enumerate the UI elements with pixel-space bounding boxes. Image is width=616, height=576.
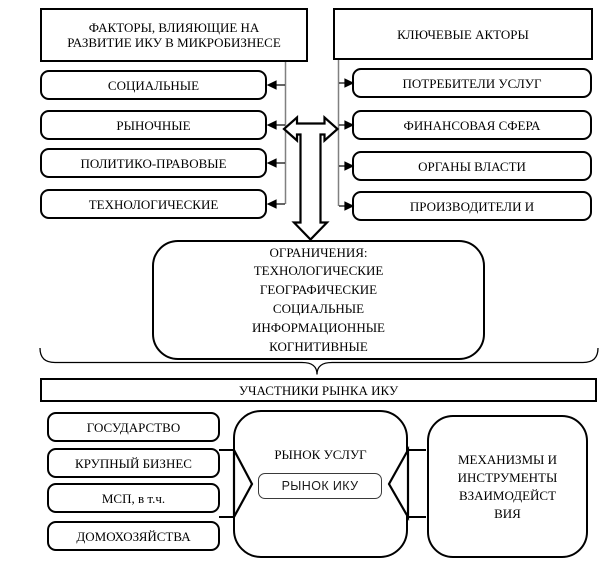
actors-header-label: КЛЮЧЕВЫЕ АКТОРЫ bbox=[397, 26, 529, 42]
factor-label-political-legal: ПОЛИТИКО-ПРАВОВЫЕ bbox=[80, 155, 227, 171]
actor-arrows bbox=[339, 79, 353, 210]
market-iku-box bbox=[258, 473, 382, 499]
participant-label-state: ГОСУДАРСТВО bbox=[86, 419, 181, 435]
factor-box-technological bbox=[40, 189, 267, 219]
mechanisms-line1: МЕХАНИЗМЫ И bbox=[457, 451, 558, 467]
arrow-left-icon bbox=[268, 121, 276, 129]
participant-box-big-business bbox=[47, 448, 220, 478]
actor-box-consumers bbox=[352, 68, 592, 98]
factor-box-market bbox=[40, 110, 267, 140]
limitation-informational: ИНФОРМАЦИОННЫЕ bbox=[252, 319, 385, 335]
factors-header-line1: ФАКТОРЫ, ВЛИЯЮЩИЕ НА bbox=[88, 20, 260, 35]
mechanisms-box bbox=[427, 415, 588, 558]
mechanisms-line2: ИНСТРУМЕНТЫ bbox=[457, 469, 558, 485]
factor-label-technological: ТЕХНОЛОГИЧЕСКИЕ bbox=[88, 196, 219, 212]
actor-box-authorities bbox=[352, 151, 592, 181]
actors-header-box bbox=[333, 8, 593, 60]
limitations-box bbox=[152, 240, 485, 360]
market-services-label: РЫНОК УСЛУГ bbox=[274, 447, 367, 462]
participants-bar bbox=[40, 378, 597, 402]
mechanisms-line4: ВИЯ bbox=[494, 505, 521, 521]
participant-box-state bbox=[47, 412, 220, 442]
participant-label-households: ДОМОХОЗЯЙСТВА bbox=[76, 528, 191, 544]
limitation-social: СОЦИАЛЬНЫЕ bbox=[272, 301, 365, 316]
arrow-left-icon bbox=[268, 81, 276, 89]
actor-box-financial bbox=[352, 110, 592, 140]
participant-box-sme bbox=[47, 483, 220, 513]
participants-bar-label: УЧАСТНИКИ РЫНКА ИКУ bbox=[238, 382, 399, 398]
participant-label-sme: МСП, в т.ч. bbox=[101, 490, 166, 506]
limitation-technological: ТЕХНОЛОГИЧЕСКИЕ bbox=[253, 263, 384, 279]
factor-label-market: РЫНОЧНЫЕ bbox=[116, 117, 191, 133]
actor-label-producers: ПРОИЗВОДИТЕЛИ И bbox=[409, 198, 535, 214]
limitation-cognitive: КОГНИТИВНЫЕ bbox=[269, 338, 368, 354]
actor-label-consumers: ПОТРЕБИТЕЛИ УСЛУГ bbox=[402, 75, 542, 91]
participant-box-households bbox=[47, 521, 220, 551]
arrow-left-icon bbox=[268, 200, 276, 208]
factor-arrows bbox=[268, 81, 285, 208]
actor-label-financial: ФИНАНСОВАЯ СФЕРА bbox=[403, 117, 541, 133]
arrow-left-icon bbox=[268, 159, 276, 167]
actor-label-authorities: ОРГАНЫ ВЛАСТИ bbox=[418, 158, 526, 174]
factors-header-line2: РАЗВИТИЕ ИКУ В МИКРОБИЗНЕСЕ bbox=[67, 35, 281, 50]
double-and-down-block-arrow-icon bbox=[284, 118, 338, 240]
participant-label-big-business: КРУПНЫЙ БИЗНЕС bbox=[75, 455, 192, 471]
mechanisms-line3: ВЗАИМОДЕЙСТ bbox=[458, 487, 557, 503]
factor-box-political-legal bbox=[40, 148, 267, 178]
limitations-title: ОГРАНИЧЕНИЯ: bbox=[269, 244, 368, 260]
market-iku-label: РЫНОК ИКУ bbox=[281, 478, 359, 493]
limitation-geographical: ГЕОГРАФИЧЕСКИЕ bbox=[259, 282, 378, 298]
actor-box-producers bbox=[352, 191, 592, 221]
factor-label-social: СОЦИАЛЬНЫЕ bbox=[107, 77, 200, 93]
factors-header-box bbox=[40, 8, 308, 62]
factor-box-social bbox=[40, 70, 267, 100]
